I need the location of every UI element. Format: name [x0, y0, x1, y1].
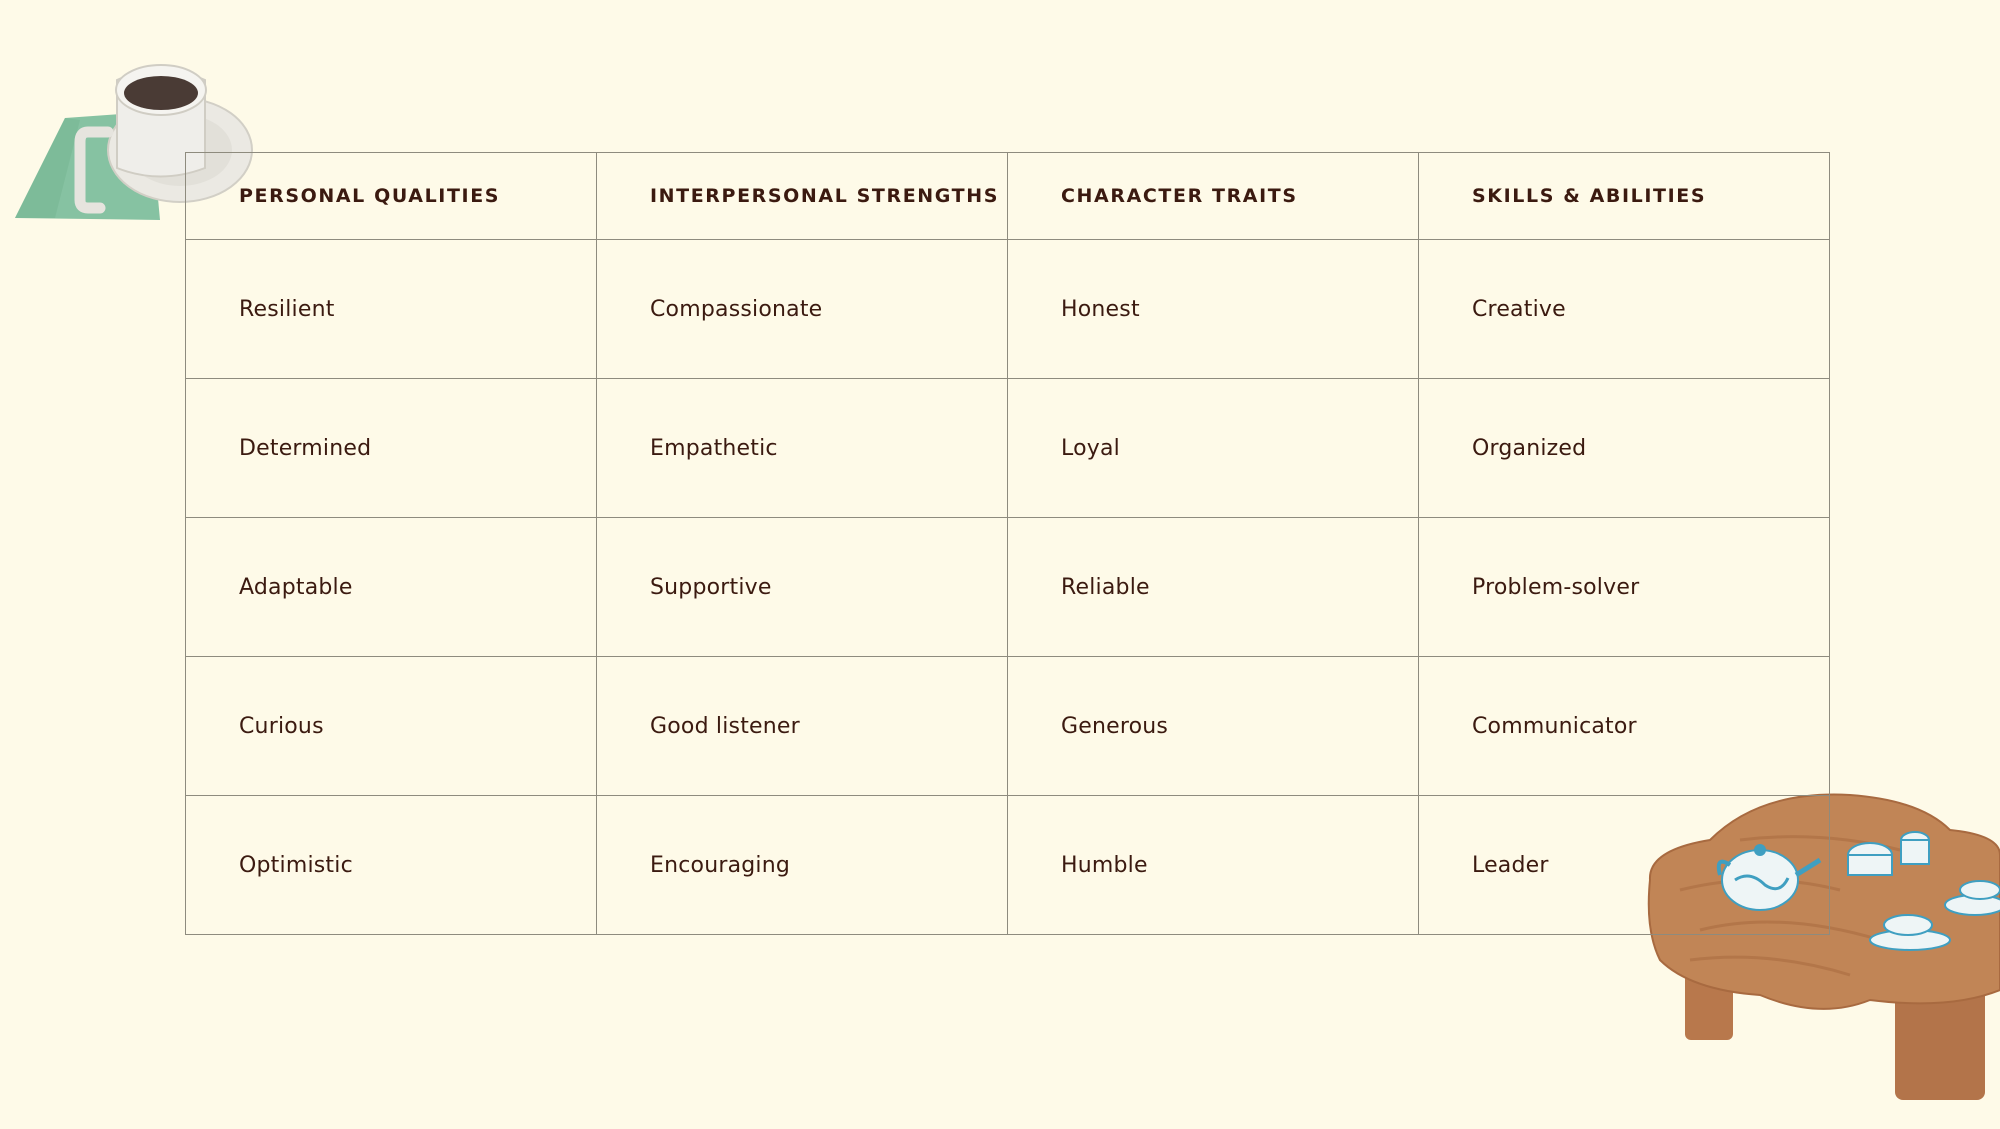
table-cell: Loyal: [1008, 379, 1419, 518]
header-character-traits: CHARACTER TRAITS: [1008, 153, 1419, 240]
table-cell: Humble: [1008, 796, 1419, 935]
table-row: [186, 796, 1830, 935]
teacup-two-shape: [1901, 832, 1929, 864]
table-row: [186, 379, 1830, 518]
qualities-table: [185, 152, 1830, 935]
table-cell: Determined: [186, 379, 597, 518]
table-cell: Optimistic: [186, 796, 597, 935]
table-cell: Good listener: [597, 657, 1008, 796]
table-cell: Problem-solver: [1419, 518, 1830, 657]
table-cell: Leader: [1419, 796, 1830, 935]
table-cell: Generous: [1008, 657, 1419, 796]
table-cell: Empathetic: [597, 379, 1008, 518]
header-personal-qualities: PERSONAL QUALITIES: [186, 153, 597, 240]
table-row: [186, 518, 1830, 657]
header-skills-abilities: SKILLS & ABILITIES: [1419, 153, 1830, 240]
header-interpersonal-strengths: INTERPERSONAL STRENGTHS: [597, 153, 1008, 240]
table-cell: Resilient: [186, 240, 597, 379]
table-row: [186, 657, 1830, 796]
table-cell: Creative: [1419, 240, 1830, 379]
table-row: [186, 240, 1830, 379]
teacup-one-shape: [1848, 843, 1892, 875]
table-cell: Honest: [1008, 240, 1419, 379]
table-cell: Reliable: [1008, 518, 1419, 657]
coffee-surface-shape: [124, 76, 198, 110]
table-cell: Organized: [1419, 379, 1830, 518]
table-cell: Curious: [186, 657, 597, 796]
table-cell: Adaptable: [186, 518, 597, 657]
table-cell: Encouraging: [597, 796, 1008, 935]
table-cell: Supportive: [597, 518, 1008, 657]
table-cell: Compassionate: [597, 240, 1008, 379]
table-header-row: [186, 153, 1830, 240]
table-cell: Communicator: [1419, 657, 1830, 796]
